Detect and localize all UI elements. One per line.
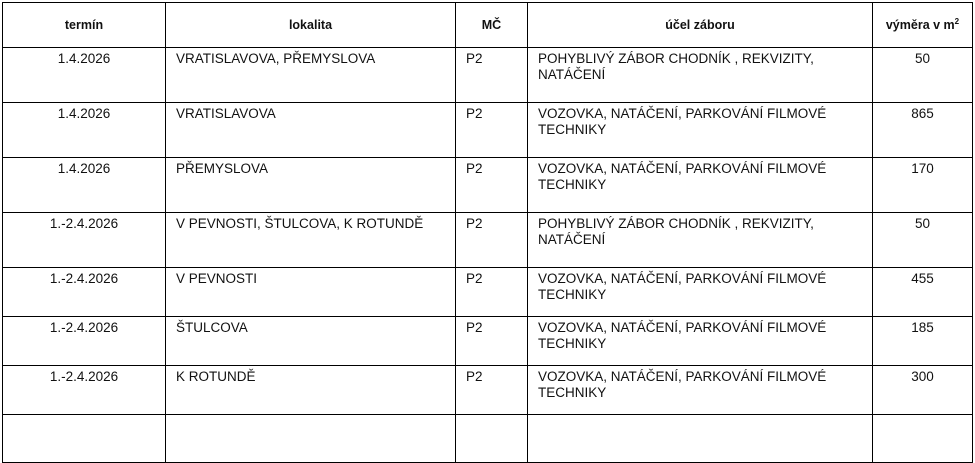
cell-vymera: 185: [873, 317, 973, 366]
cell-mc: P2: [456, 366, 528, 415]
cell-termin: 1.-2.4.2026: [3, 268, 166, 317]
table-row: [3, 103, 973, 158]
cell-ucel: POHYBLIVÝ ZÁBOR CHODNÍK , REKVIZITY, NATÁČENÍ: [528, 213, 873, 268]
cell-mc: P2: [456, 317, 528, 366]
cell-lokalita: [166, 415, 456, 463]
table-row: [3, 158, 973, 213]
table-row: [3, 366, 973, 415]
cell-lokalita: VRATISLAVOVA, PŘEMYSLOVA: [166, 48, 456, 103]
cell-ucel: VOZOVKA, NATÁČENÍ, PARKOVÁNÍ FILMOVÉ TECHNIKY: [528, 268, 873, 317]
cell-ucel: VOZOVKA, NATÁČENÍ, PARKOVÁNÍ FILMOVÉ TECHNIKY: [528, 366, 873, 415]
cell-vymera: 300: [873, 366, 973, 415]
header-lokalita: lokalita: [166, 3, 456, 48]
cell-ucel: VOZOVKA, NATÁČENÍ, PARKOVÁNÍ FILMOVÉ TECHNIKY: [528, 103, 873, 158]
header-vymera-label: [873, 18, 972, 32]
table-row: [3, 268, 973, 317]
header-row: [3, 3, 973, 48]
table-row: [3, 213, 973, 268]
cell-mc: P2: [456, 268, 528, 317]
cell-ucel: VOZOVKA, NATÁČENÍ, PARKOVÁNÍ FILMOVÉ TECHNIKY: [528, 317, 873, 366]
cell-termin: [3, 415, 166, 463]
cell-ucel: [528, 415, 873, 463]
cell-vymera: 170: [873, 158, 973, 213]
cell-lokalita: V PEVNOSTI, ŠTULCOVA, K ROTUNDĚ: [166, 213, 456, 268]
cell-ucel: POHYBLIVÝ ZÁBOR CHODNÍK , REKVIZITY, NATÁČENÍ: [528, 48, 873, 103]
header-mc: MČ: [456, 3, 528, 48]
cell-lokalita: V PEVNOSTI: [166, 268, 456, 317]
cell-lokalita: K ROTUNDĚ: [166, 366, 456, 415]
cell-vymera: 865: [873, 103, 973, 158]
cell-termin: 1.4.2026: [3, 103, 166, 158]
cell-termin: 1.-2.4.2026: [3, 366, 166, 415]
cell-mc: P2: [456, 158, 528, 213]
header-ucel: účel záboru: [528, 3, 873, 48]
cell-termin: 1.-2.4.2026: [3, 317, 166, 366]
table-row: [3, 317, 973, 366]
cell-mc: P2: [456, 48, 528, 103]
cell-mc: P2: [456, 103, 528, 158]
cell-lokalita: ŠTULCOVA: [166, 317, 456, 366]
header-termin: termín: [3, 3, 166, 48]
cell-vymera: [873, 415, 973, 463]
cell-vymera: 455: [873, 268, 973, 317]
table-row-empty: [3, 415, 973, 463]
cell-mc: [456, 415, 528, 463]
cell-termin: 1.-2.4.2026: [3, 213, 166, 268]
cell-lokalita: PŘEMYSLOVA: [166, 158, 456, 213]
cell-vymera: 50: [873, 213, 973, 268]
cell-termin: 1.4.2026: [3, 48, 166, 103]
table-row: [3, 48, 973, 103]
cell-vymera: 50: [873, 48, 973, 103]
header-vymera-superscript: 2: [954, 16, 960, 26]
cell-lokalita: VRATISLAVOVA: [166, 103, 456, 158]
cell-termin: 1.4.2026: [3, 158, 166, 213]
header-vymera-text: výměra v m: [885, 18, 955, 32]
cell-ucel: VOZOVKA, NATÁČENÍ, PARKOVÁNÍ FILMOVÉ TECHNIKY: [528, 158, 873, 213]
zabor-table: [2, 2, 973, 463]
cell-mc: P2: [456, 213, 528, 268]
header-vymera: [873, 3, 973, 48]
